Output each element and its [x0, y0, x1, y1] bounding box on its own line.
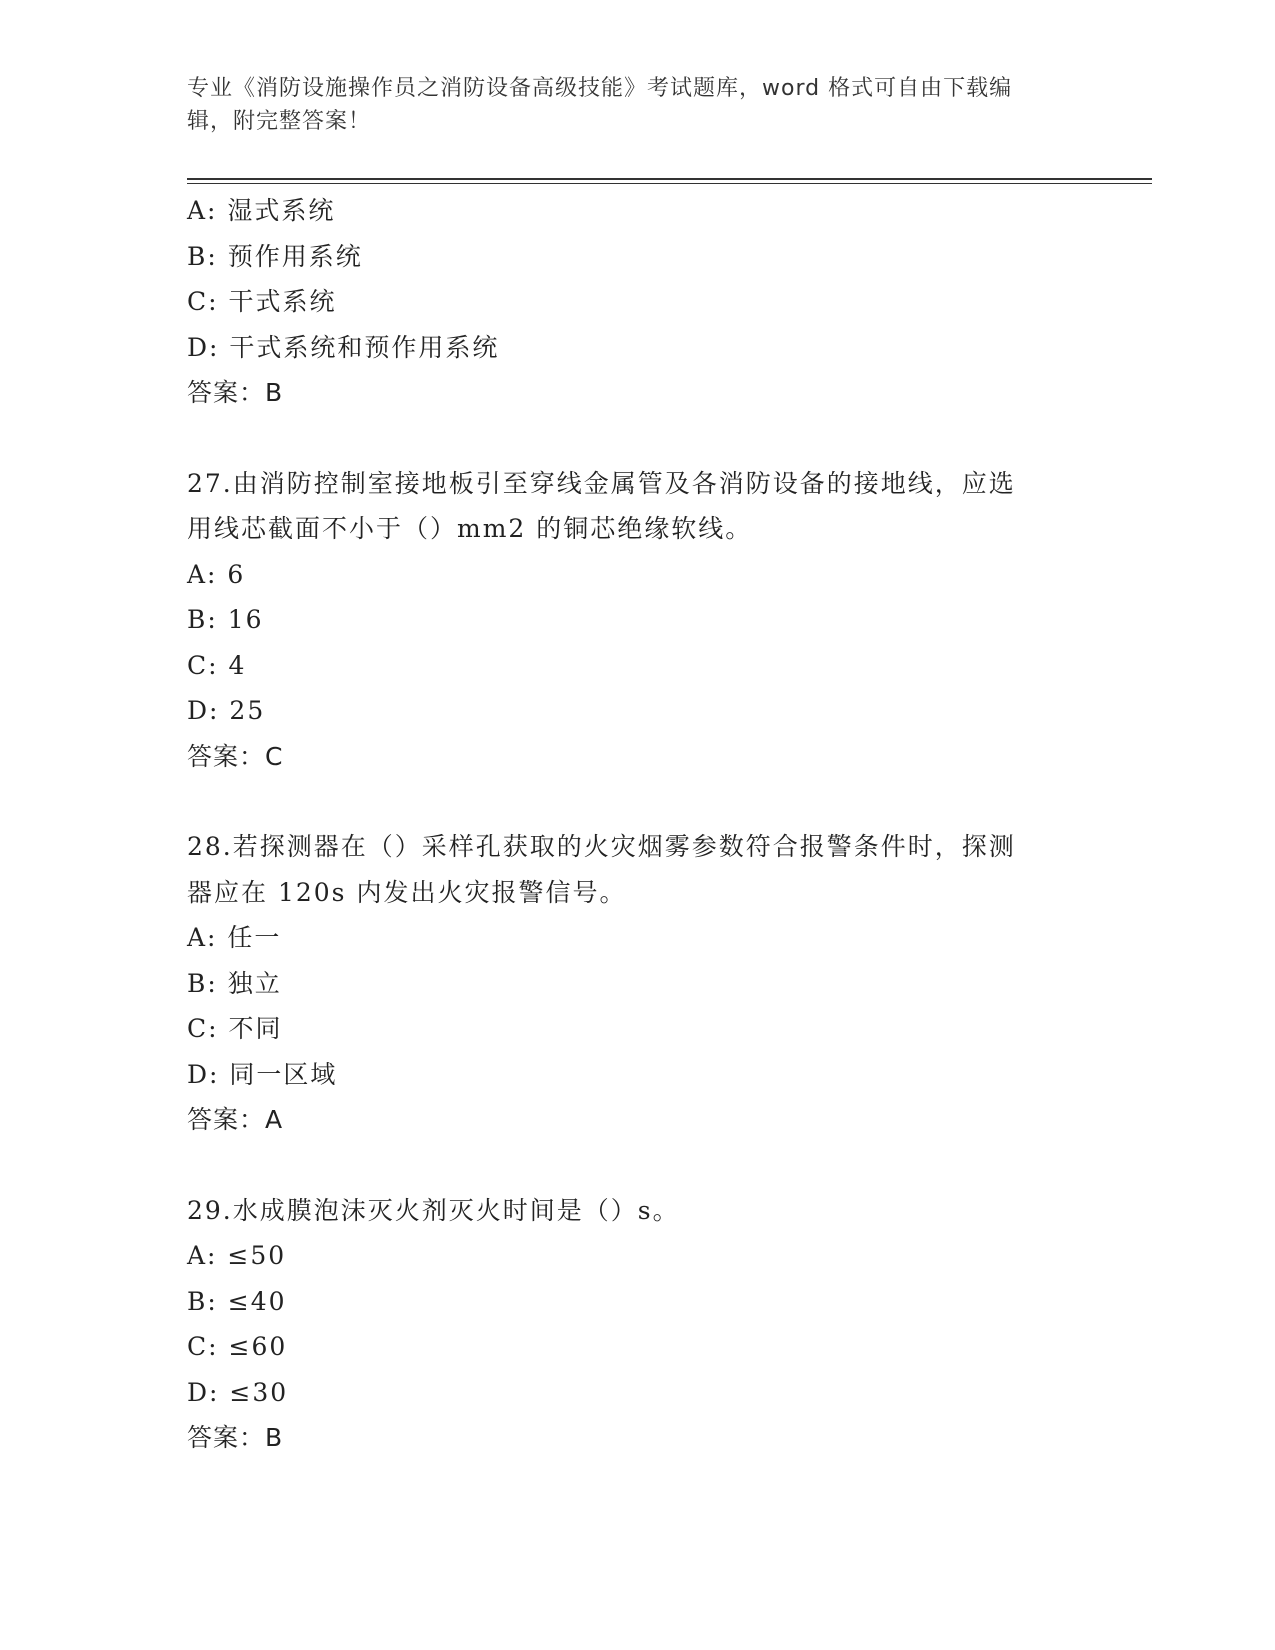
answer: 答案：B — [187, 378, 284, 407]
question-26 — [187, 188, 1087, 416]
question-stem-line-1: 27.由消防控制室接地板引至穿线金属管及各消防设备的接地线，应选 — [187, 468, 1016, 498]
question-stem-line-2: 用线芯截面不小于（）mm2 的铜芯绝缘软线。 — [187, 514, 753, 543]
option-c: C: ≤60 — [187, 1332, 288, 1361]
header-line-1: 专业《消防设施操作员之消防设备高级技能》考试题库，word 格式可自由下载编 — [187, 76, 1013, 101]
option-a: A: 6 — [187, 559, 246, 589]
question-28 — [187, 824, 1087, 1143]
question-stem-line-1: 28.若探测器在（）采样孔获取的火灾烟雾参数符合报警条件时，探测 — [187, 832, 1016, 861]
answer: 答案：B — [187, 1423, 284, 1452]
answer: 答案：A — [187, 1105, 284, 1134]
option-a: A: ≤50 — [187, 1241, 287, 1270]
option-a: A: 任一 — [187, 923, 282, 952]
option-a: A: 湿式系统 — [187, 196, 336, 225]
answer: 答案：C — [187, 741, 284, 771]
question-stem-line-1: 29.水成膜泡沫灭火剂灭火时间是（）s。 — [187, 1195, 680, 1225]
option-d: D: 25 — [187, 696, 266, 725]
option-b: B: 16 — [187, 605, 264, 634]
option-b: B: ≤40 — [187, 1286, 287, 1316]
option-b: B: 独立 — [187, 968, 282, 998]
header-divider-thin — [187, 183, 1152, 184]
option-d: D: ≤30 — [187, 1377, 289, 1407]
option-b: B: 预作用系统 — [187, 241, 363, 271]
option-c: C: 4 — [187, 650, 247, 680]
option-d: D: 同一区域 — [187, 1059, 338, 1089]
question-list — [187, 188, 1087, 1461]
option-c: C: 干式系统 — [187, 287, 337, 316]
option-c: C: 不同 — [187, 1014, 283, 1043]
header-line-2: 辑，附完整答案！ — [187, 109, 372, 134]
question-29 — [187, 1188, 1087, 1461]
header-divider-thick — [187, 178, 1152, 180]
option-d: D: 干式系统和预作用系统 — [187, 332, 500, 362]
question-27 — [187, 461, 1087, 780]
document-header — [187, 72, 1067, 138]
question-stem-line-2: 器应在 120s 内发出火灾报警信号。 — [187, 877, 627, 907]
